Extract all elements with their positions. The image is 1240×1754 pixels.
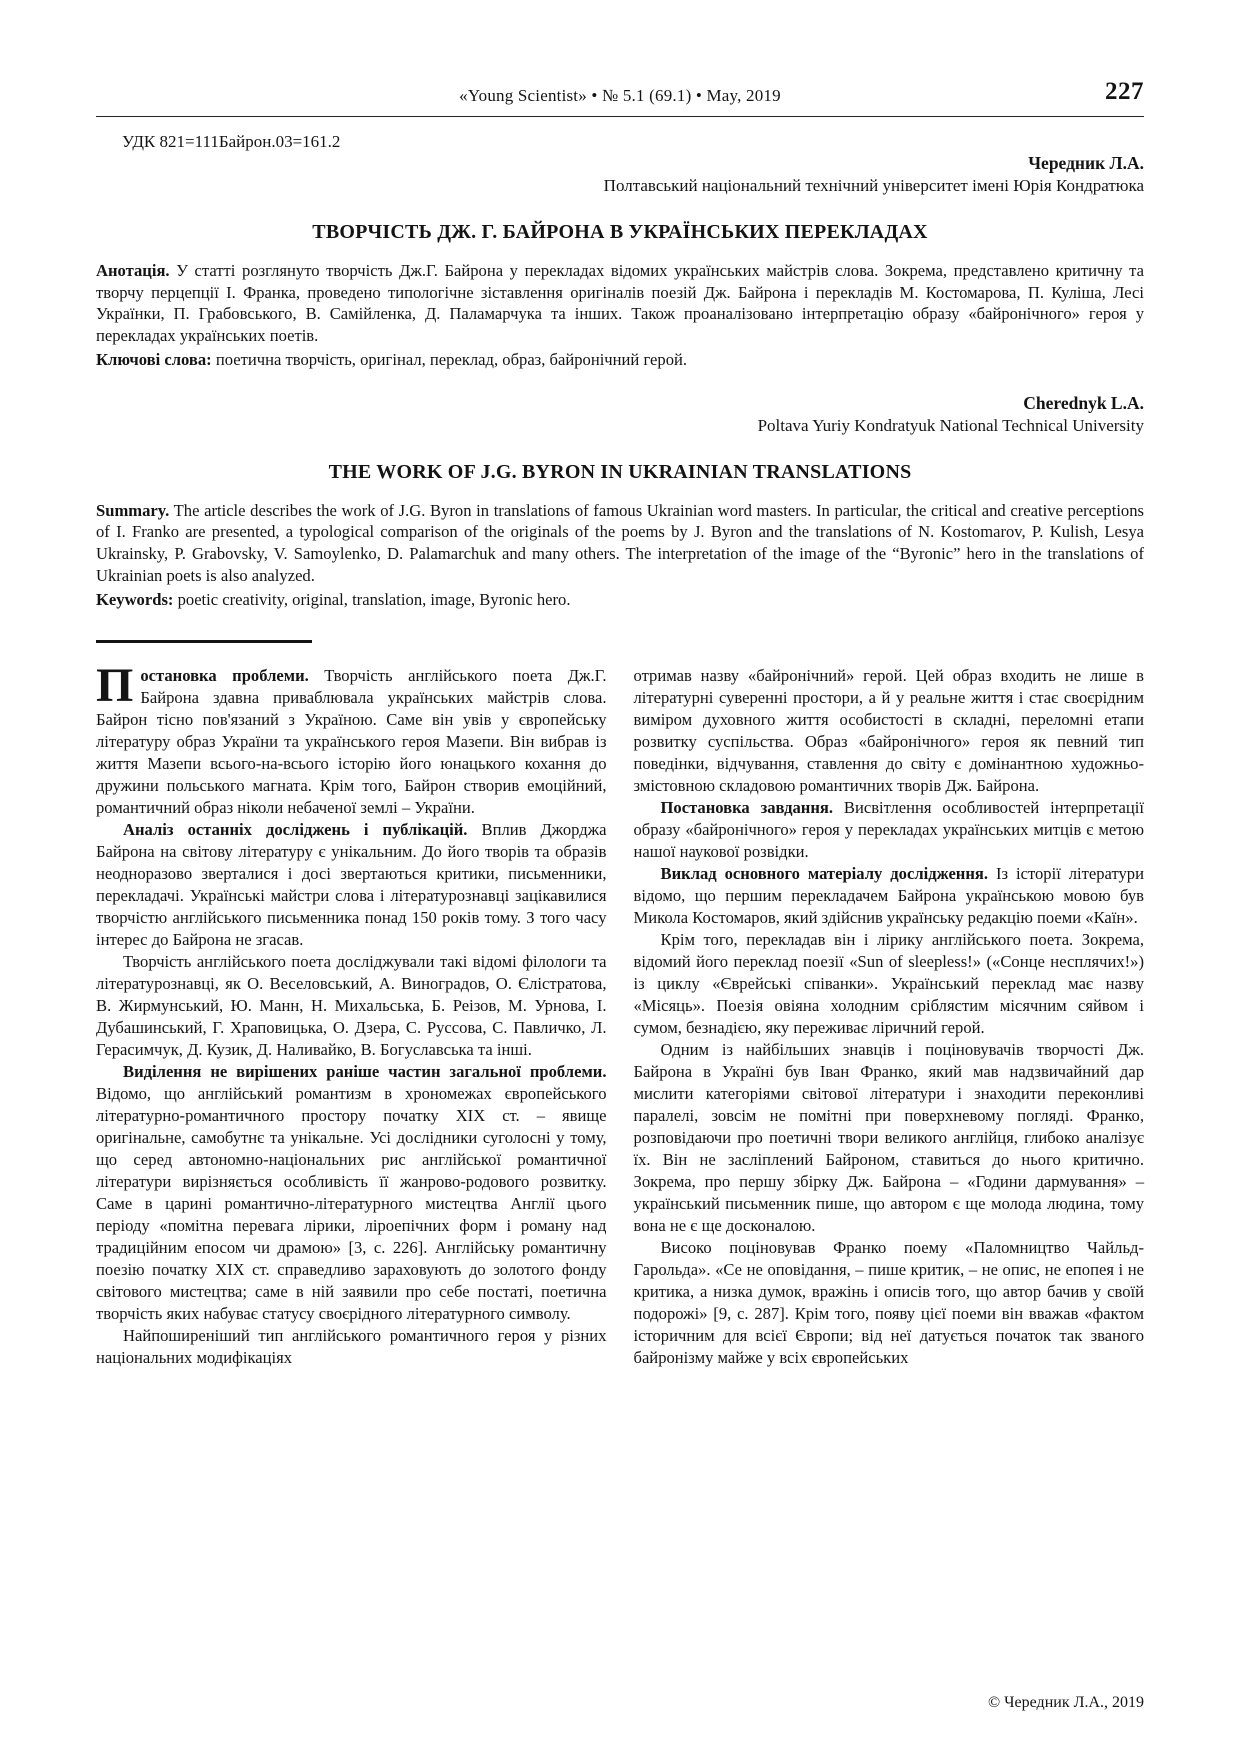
journal-running-title: «Young Scientist» • № 5.1 (69.1) • May, 2019 [459, 86, 781, 105]
author-ua: Чередник Л.А. [1028, 153, 1144, 173]
abstract-ua-label: Анотація. [96, 261, 170, 280]
paragraph-lead: Постановка завдання. [660, 797, 834, 817]
abstract-ua [96, 260, 1144, 347]
page-header [96, 78, 1144, 112]
paragraph-problem-statement [96, 658, 607, 819]
paragraph-text: отримав назву «байронічний» герой. Цей образ входить не лише в літературні суверенні простори, а й у реальне життя і стає своєрідним виміром духовного життя особистості в складні, переломні етапи розвитку суспільства. Образ «байронічного» героя як певний тип поведінки, відчування, ставлення до світу є домінантною художньо-змістовною складовою романтичних творів Дж. Байрона. [633, 665, 1144, 795]
paragraph-unsolved-parts [96, 1061, 607, 1325]
paragraph-franko [634, 1039, 1145, 1237]
keywords-en-label: Keywords: [96, 589, 174, 609]
paragraph-text: Високо поціновував Франко поему «Паломництво Чайльд-Гарольда». «Се не оповідання, – пише критик, – не опис, не епопея і не критика, а низка думок, вражінь і описів того, що автор бачив у своїй подорожі» [9, с. 287]. Крім того, появу цієї поеми він вважав «фактом історичним для всієї Європи; від неї датується початок так званого байронізму майже у всіх європейських [633, 1237, 1144, 1367]
paragraph-text: Творчість англійського поета досліджували такі відомі філологи та літературознавці, як О. Веселовський, А. Виноградов, О. Єлістратова, В. Жирмунський, Ю. Манн, Н. Михальська, Б. Реізов, М. Урнова, І. Дубашинський, Г. Храповицька, О. Дзера, С. Руссова, С. Павличко, Л. Герасимчук, Д. Кузик, Д. Наливайко, В. Богуславська та інші. [96, 951, 607, 1059]
drop-cap: П [96, 658, 134, 712]
header-rule [96, 116, 1144, 117]
summary-en-text: The article describes the work of J.G. Byron in translations of famous Ukrainian word masters. In particular, the critical and creative perceptions of I. Franko are presented, a typological comparison of the originals of the poems by J. Byron and the translations of N. Kostomarov, P. Kulish, Lesya Ukrainsky, P. Grabovsky, V. Samoylenko, D. Palamarchuk and many others. The interpretation of the image of the “Byronic” hero in the translations of Ukrainian poets is also analyzed. [96, 500, 1144, 585]
paragraph-lead: Виклад основного матеріалу дослідження. [660, 863, 989, 883]
paragraph-task-statement [634, 797, 1145, 863]
english-meta-block [96, 393, 1144, 436]
paragraph-lead: Виділення не вирішених раніше частин загальної проблеми. [123, 1061, 607, 1081]
keywords-en [96, 589, 1144, 611]
body-column-right [634, 665, 1145, 1369]
keywords-ua-label: Ключові слова: [96, 349, 212, 369]
affiliation-en: Poltava Yuriy Kondratyuk National Technical University [757, 415, 1144, 435]
keywords-ua-text: поетична творчість, оригінал, переклад, образ, байронічний герой. [215, 349, 688, 369]
paragraph-analysis [96, 819, 607, 951]
paragraph-text: Висвітлення особливостей інтерпретації образу «байронічного» героя у перекладах українських митців є метою нашої наукової розвідки. [633, 797, 1144, 861]
paragraph-text: Найпоширеніший тип англійського романтичного героя у різних національних модифікаціях [96, 1325, 607, 1367]
paragraph-text: Відомо, що англійський романтизм в хрономежах європейського літературно-романтичного простору початку XIX ст. – явище оригінальне, самобутнє та унікальне. Усі дослідники суголосні у тому, що серед автономно-національних рис англійської романтичної літератури вирізняється особливість її жанрово-родового розвитку. Саме в царині романтично-літературного мистецтва Англії цього періоду «помітна перевага лірики, ліроепічних форм і роману над традиційним епосом чи драмою» [3, с. 226]. Англійську романтичну поезію початку XIX ст. справедливо зараховують до золотого фонду світового мистецтва; саме в ній заявили про себе постаті, поетична творчість яких набуває статусу своєрідного літературного символу. [96, 1083, 607, 1323]
copyright-footer: © Чередник Л.А., 2019 [988, 1694, 1144, 1711]
paragraph-main-material [634, 863, 1145, 929]
paragraph-hero-type [96, 1325, 607, 1369]
keywords-en-text: poetic creativity, original, translation, image, Byronic hero. [177, 589, 571, 609]
body-column-left [96, 658, 607, 1369]
paragraph-lyrics-translation [634, 929, 1145, 1039]
affiliation-ua: Полтавський національний технічний університет імені Юрія Кондратюка [603, 176, 1144, 195]
paragraph-text: Крім того, перекладав він і лірику англійського поета. Зокрема, відомий його переклад поезії «Sun of sleepless!» («Сонце несплячих!») із циклу «Єврейські співанки». Український переклад має назву «Місяць». Поезія овіяна холодним сріблястим місячним сяйвом і сумом, безнадією, яку переживає ліричний герой. [633, 929, 1144, 1037]
paragraph-lead: остановка проблеми. [140, 665, 309, 685]
paragraph-text: Вплив Джорджа Байрона на світову літературу є унікальним. До його творів та образів неодноразово зверталися і досі звертаються критики, письменники, перекладачі. Українські майстри слова і літературознавці зацікавилися творчістю англійського письменника понад 150 років тому. З того часу інтерес до Байрона не згасав. [96, 819, 607, 949]
abstract-ua-text: У статті розглянуто творчість Дж.Г. Байрона у перекладах відомих українських майстрів слова. Зокрема, представлено критичну та творчу перцепції І. Франка, проведено типологічне зіставлення оригіналів поезій Дж. Байрона і перекладів М. Костомарова, П. Куліша, Лесі Українки, П. Грабовського, В. Самійленка, Д. Паламарчука та інших. Також проаналізовано інтерпретацію образу «байронічного» героя у перекладах українських поетів. [96, 261, 1144, 346]
section-divider-rule [96, 640, 312, 642]
udc-code: УДК 821=111Байрон.03=161.2 [122, 132, 341, 151]
paragraph-hero-continuation [634, 665, 1145, 797]
paragraph-lead: Аналіз останніх досліджень і публікацій. [123, 819, 468, 839]
paragraph-text: Одним із найбільших знавців і поціновувачів творчості Дж. Байрона в Україні був Іван Франко, який мав надзвичайний дар мислити категоріями світової літератури і знаходити переконливі паралелі, зовсім не помітні при поверхневому погляді. Франко, розповідаючи про поетичні твори великого англійця, глибоко аналізує їх. Він не засліплений Байроном, ставиться до нього критично. Зокрема, про першу збірку Дж. Байрона – «Години дармування» – український письменник пише, що автором є ще молода людина, тому вона не є ще досконалою. [633, 1039, 1144, 1235]
author-en: Cherednyk L.A. [1023, 392, 1144, 413]
page-number: 227 [1105, 78, 1144, 105]
paragraph-text: Творчість англійського поета Дж.Г. Байрона здавна приваблювала українських майстрів слова. Байрон тісно пов'язаний з Україною. Саме він увів у європейську літературу образ України та українського героя Мазепи. Він вибрав із життя Мазепи всього-на-всього історію його юнацького кохання до дружини польського магната. Крім того, Байрон створив емоційний, романтичний образ ніколи небаченої землі – України. [96, 665, 607, 817]
paragraph-childe-harold [634, 1237, 1145, 1369]
keywords-ua [96, 349, 1144, 371]
paragraph-researchers [96, 951, 607, 1061]
article-title-ua: ТВОРЧІСТЬ ДЖ. Г. БАЙРОНА В УКРАЇНСЬКИХ ПЕРЕКЛАДАХ [312, 221, 928, 243]
paragraph-text: Із історії літератури відомо, що першим перекладачем Байрона українською мовою був Микола Костомаров, який здійснив українську редакцію поеми «Каїн». [633, 863, 1144, 927]
article-title-en: THE WORK OF J.G. BYRON IN UKRAINIAN TRANSLATIONS [328, 460, 912, 483]
summary-en-label: Summary. [96, 500, 170, 520]
article-body [96, 658, 1144, 1369]
summary-en [96, 500, 1144, 587]
